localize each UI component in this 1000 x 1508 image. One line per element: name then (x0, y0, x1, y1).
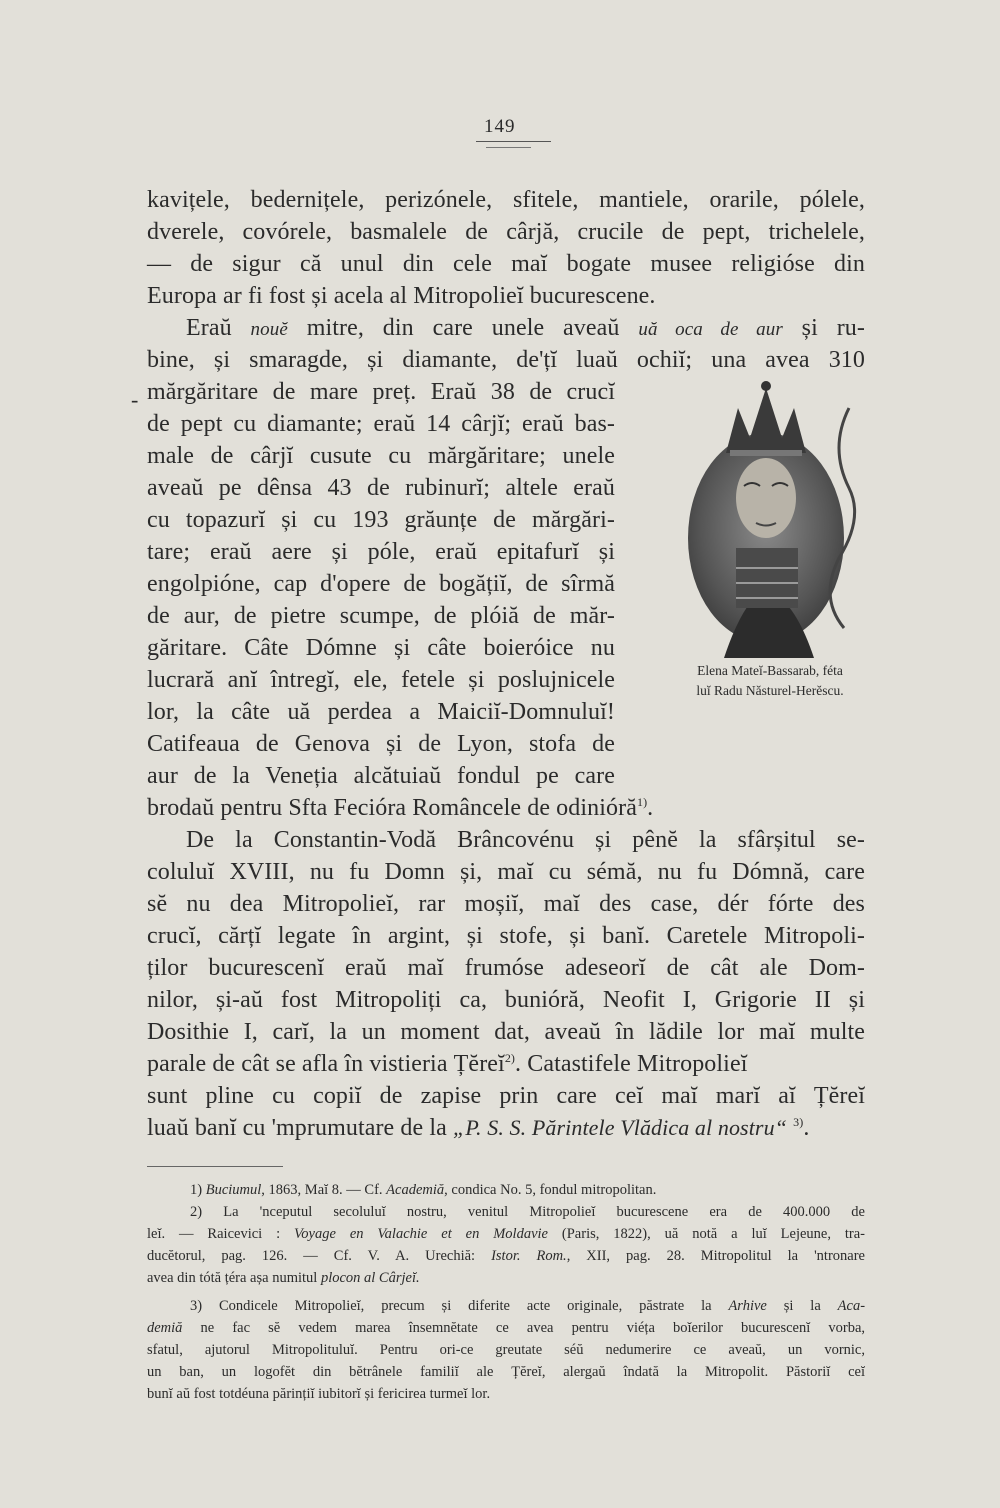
fn-text: , 1863, Maĭ 8. — Cf. (261, 1182, 387, 1198)
footnote-2-line: 2) La 'nceputul secoluluĭ nostru, venitul Mitropolieĭ bucurescene era de 400.000 de (190, 1204, 865, 1220)
italic-word: nouĕ (250, 319, 288, 340)
fn-text: ne fac sĕ vedem marea însemnĕtate ce avea pentru viéța boĭerilor bucurescenĭ vorba, (200, 1320, 865, 1336)
footnote-3-line: bunĭ aŭ fost totdéuna părințiĭ iubitorĭ și fericirea turmeĭ lor. (147, 1386, 491, 1402)
fn-mark: 1) (190, 1182, 203, 1198)
text-line: de pept cu diamante; eraŭ 14 cârjĭ; eraŭ bas- (147, 411, 615, 437)
text-line: Dosithie I, carĭ, la un moment dat, aveaŭ în lădile lor maĭ multe (147, 1019, 865, 1045)
fn-text: (Paris, 1822), uă notă a luĭ Lejeune, tra- (561, 1226, 866, 1242)
text-line: tare; eraŭ aere și póle, eraŭ epitafurĭ și (147, 539, 615, 565)
footnote-2-line (147, 1246, 865, 1267)
footnote-2-line (147, 1268, 865, 1289)
text-line: kavițele, bedernițele, perizónele, sfitele, mantiele, orarile, pólele, (147, 187, 865, 213)
portrait-caption-line: Elena Mateĭ-Bassarab, féta (697, 663, 843, 678)
text-line: găritare. Câte Dómne și câte boieróice nu (147, 635, 615, 661)
footnote-ref: 3) (793, 1115, 804, 1129)
text-span: luaŭ banĭ cu 'mprumutare de la (147, 1115, 447, 1141)
fn-text: avea din tótă țéra așa numitul (147, 1270, 318, 1286)
text-line: lucrară anĭ întregĭ, ele, fetele și poslujnicele (147, 667, 615, 693)
text-line: bine, și smaragde, și diamante, de'țĭ luaŭ ochiĭ; una avea 310 (147, 347, 865, 373)
text-line: aur de la Veneția alcătuiaŭ fondul pe care (147, 763, 615, 789)
italic-phrase: „P. S. S. Părintele Vlădica al nostru“ (453, 1115, 788, 1140)
page-number: 149 (484, 116, 516, 137)
portrait-engraving-icon (684, 368, 874, 668)
footnote-3-line: sfatul, ajutorul Mitropolituluĭ. Pentru ori-ce greutate séŭ nedumerire ce aveaŭ, un vornic, (147, 1342, 865, 1358)
text-line: ților bucurescenĭ eraŭ maĭ frumóse adeseorĭ de cât ale Dom- (147, 955, 865, 981)
text-line: coluluĭ XVIII, nu fu Domn și, maĭ cu sémă, nu fu Dómnă, care (147, 859, 865, 885)
fn-text: , condica No. 5, fondul mitropolitan. (444, 1182, 657, 1198)
text-line: lor, la câte uă perdea a Maiciĭ-Domnuluĭ! (147, 699, 615, 725)
text-line: cu topazurĭ și cu 193 grăunțe de mărgări- (147, 507, 615, 533)
margin-mark: - (131, 387, 139, 412)
fn-text: , XII, pag. 28. Mitropolitul la 'ntronare (566, 1248, 865, 1264)
page-number-rule-short (486, 147, 531, 148)
text-line: luaŭ banĭ cu 'mprumutare de la „P. S. S. Părintele Vlădica al nostru“ $^{3)}$. (147, 1115, 810, 1141)
footnote-3-line: un ban, un logofĕt din bĕtrânele familiĭ ale Țĕreĭ, alergaŭ îndată la Mitropolit. Păstoriĭ ceĭ (147, 1364, 865, 1380)
text-line: De la Constantin-Vodă Brâncovénu și pênĕ la sfârșitul se- (186, 827, 865, 853)
fn-italic: Academiă (386, 1182, 445, 1198)
portrait-caption-line: luĭ Radu Năsturel-Herĕscu. (696, 683, 844, 698)
text-line: aveaŭ pe dênsa 43 de rubinurĭ; altele eraŭ (147, 475, 615, 501)
text-line: male de cârjĭ cusute cu mărgăritare; unele (147, 443, 615, 469)
text-line: Catifeaua de Genova și de Lyon, stofa de (147, 731, 615, 757)
fn-text: 3) Condicele Mitropolieĭ, precum și diferite acte originale, păstrate la (190, 1298, 712, 1314)
text-line: sĕ nu dea Mitropolieĭ, rar moșiĭ, maĭ des case, dér fórte des (147, 891, 865, 917)
footnote-ref: 1) (636, 795, 648, 809)
text-span: parale de cât se afla în vistieria Țĕreĭ (147, 1051, 505, 1077)
italic-phrase: uă oca de aur (638, 319, 783, 340)
text-span: . Catastifele Mitropolieĭ (515, 1051, 748, 1077)
text-line: mărgăritare de mare preț. Eraŭ 38 de crucĭ (147, 379, 615, 405)
footnote-rule (147, 1166, 283, 1167)
footnote-2-line (147, 1224, 865, 1245)
fn-italic: demiă (147, 1320, 183, 1336)
text-span: brodaŭ pentru Sfta Fecióra Româncele de odinióră (147, 795, 637, 821)
text-line: brodaŭ pentru Sfta Fecióra Româncele de odinióră$^{1)}$. (147, 795, 654, 821)
footnote-3-line (190, 1296, 865, 1317)
page-number-rule (476, 141, 551, 142)
text-line: crucĭ, cărțĭ legate în argint, și stofe, și banĭ. Caretele Mitropoli- (147, 923, 865, 949)
text-line (147, 1050, 865, 1078)
fn-italic: plocon al Cârjeĭ. (320, 1270, 420, 1286)
text-line: — de sigur că unul din cele maĭ bogate musee religióse din (147, 251, 865, 277)
fn-italic: Buciumul (205, 1182, 262, 1198)
text-line: engolpióne, cap d'opere de bogățiĭ, de sîrmă (147, 571, 615, 597)
fn-italic: Istor. Rom. (491, 1248, 567, 1264)
fn-italic: Arhive (728, 1298, 767, 1314)
footnote-ref: 2) (504, 1051, 516, 1065)
fn-italic: Voyage en Valachie et en Moldavie (294, 1226, 548, 1242)
fn-text: și la (783, 1298, 821, 1314)
footnote-3-line (147, 1318, 865, 1339)
text-line: Europa ar fi fost și acela al Mitropolieĭ bucurescene. (147, 283, 656, 309)
text-line: dverele, covórele, basmalele de cârjă, crucile de pept, trichelele, (147, 219, 865, 245)
footnote-1 (190, 1180, 865, 1201)
fn-text: leĭ. — Raicevici : (147, 1226, 281, 1242)
fn-text: ducĕtorul, pag. 126. — Cf. V. A. Urechiă: (147, 1248, 476, 1264)
text-line: de aur, de pietre scumpe, de plóiă de măr- (147, 603, 615, 629)
text-line: Eraŭ nouĕ mitre, din care unele aveaŭ uă oca de aur și ru- (186, 315, 865, 341)
text-line: sunt pline cu copiĭ de zapise prin care ceĭ maĭ marĭ aĭ Țĕreĭ (147, 1083, 865, 1109)
text-line: nilor, și-aŭ fost Mitropoliți ca, bunióră, Neofit I, Grigorie II și (147, 987, 865, 1013)
fn-italic: Aca- (837, 1298, 866, 1314)
